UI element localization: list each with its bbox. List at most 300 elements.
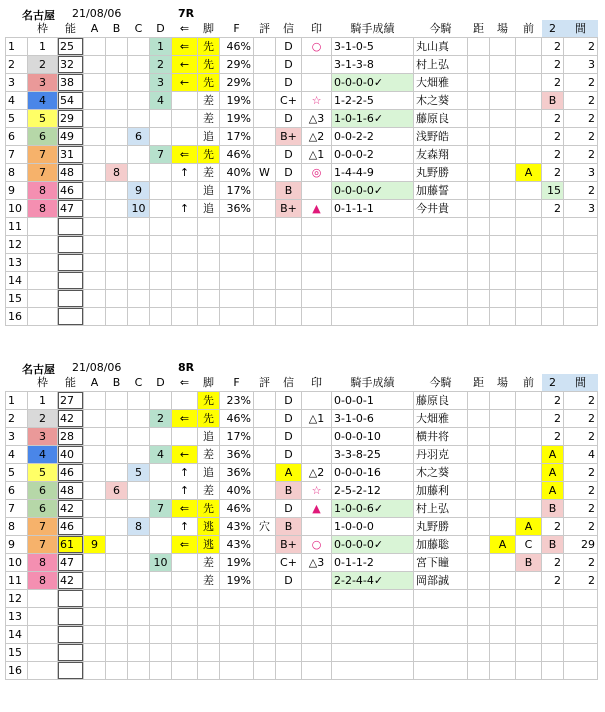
column-header: A [90,376,99,389]
cell-nou: 46 [58,182,84,200]
cell-ba [490,110,516,128]
cell-seiseki [332,590,414,608]
cell-seiseki: 1-2-2-5 [332,92,414,110]
cell-c [128,644,150,662]
cell-seiseki: 0-0-0-16 [332,464,414,482]
cell-ba [490,290,516,308]
cell-kan: 2 [564,182,598,200]
cell-ba [490,164,516,182]
cell-seiseki: 2-2-4-4✓ [332,572,414,590]
cell-arrow: ↑ [172,200,198,218]
cell-hyo [254,644,276,662]
cell-ni [542,254,564,272]
cell-waku [28,218,58,236]
cell-hyo [254,308,276,326]
cell-kyori [468,182,490,200]
cell-waku [28,608,58,626]
cell-kon [414,608,468,626]
cell-f [220,218,254,236]
cell-seiseki: 1-4-4-9 [332,164,414,182]
cell-kan [564,662,598,680]
cell-d [150,290,172,308]
cell-arrow: ⇐ [172,500,198,518]
cell-b [106,218,128,236]
cell-kon [414,590,468,608]
cell-kyaku [198,218,220,236]
cell-a [84,626,106,644]
cell-arrow [172,590,198,608]
cell-kyori [468,110,490,128]
cell-f [220,254,254,272]
cell-f: 36% [220,200,254,218]
cell-kyaku: 差 [198,482,220,500]
cell-ni: A [542,464,564,482]
table-row [6,536,598,554]
cell-ni: 2 [542,56,564,74]
cell-seiseki: 0-1-1-1 [332,200,414,218]
cell-kyori [468,464,490,482]
cell-shin [276,290,302,308]
cell-kyori [468,92,490,110]
cell-a [84,428,106,446]
cell-shin: D [276,38,302,56]
cell-mark [302,608,332,626]
cell-d: 10 [150,554,172,572]
cell-a [84,554,106,572]
cell-shin [276,272,302,290]
cell-mark: △1 [302,146,332,164]
cell-a [84,464,106,482]
cell-nou: 38 [58,74,84,92]
cell-ba [490,92,516,110]
cell-no: 3 [6,74,28,92]
cell-kyaku [198,272,220,290]
table-row-empty [6,662,598,680]
cell-kon: 村上弘 [414,56,468,74]
cell-f [220,644,254,662]
cell-waku: 4 [28,92,58,110]
column-header: 信 [283,376,294,389]
cell-kon [414,662,468,680]
cell-kon: 丸野勝 [414,164,468,182]
cell-kyori [468,482,490,500]
cell-kyaku: 先 [198,146,220,164]
cell-seiseki [332,272,414,290]
cell-seiseki: 1-0-0-6✓ [332,500,414,518]
cell-no: 14 [6,272,28,290]
cell-d: 4 [150,92,172,110]
cell-mark [302,572,332,590]
cell-shin: B [276,182,302,200]
cell-a [84,572,106,590]
cell-hyo [254,626,276,644]
cell-mark [302,428,332,446]
cell-shin: B+ [276,536,302,554]
cell-f: 19% [220,110,254,128]
cell-ni [542,644,564,662]
table-row-empty [6,236,598,254]
cell-arrow: ← [172,74,198,92]
cell-d: 2 [150,56,172,74]
cell-kan [564,254,598,272]
cell-b [106,56,128,74]
column-header: 脚 [203,376,214,389]
cell-nou [58,662,84,680]
cell-c [128,218,150,236]
column-header: 距 [473,22,484,35]
column-header: 2 [542,374,564,392]
cell-hyo [254,92,276,110]
cell-waku: 5 [28,110,58,128]
cell-ba [490,146,516,164]
cell-mark: △2 [302,128,332,146]
cell-kan [564,272,598,290]
cell-mae [516,446,542,464]
column-header: 印 [311,22,322,35]
cell-seiseki: 0-0-0-2 [332,146,414,164]
cell-hyo [254,536,276,554]
cell-a [84,590,106,608]
cell-c [128,626,150,644]
cell-seiseki: 2-5-2-12 [332,482,414,500]
cell-kon: 岡部誠 [414,572,468,590]
cell-hyo [254,554,276,572]
cell-mae [516,572,542,590]
cell-mae [516,200,542,218]
cell-kyaku [198,644,220,662]
cell-f: 40% [220,164,254,182]
cell-ni [542,626,564,644]
cell-arrow: ⇐ [172,38,198,56]
cell-waku: 2 [28,410,58,428]
cell-ni: 2 [542,410,564,428]
table-row-empty [6,308,598,326]
cell-shin [276,218,302,236]
cell-d: 4 [150,446,172,464]
cell-waku [28,590,58,608]
cell-b [106,464,128,482]
cell-mark: ○ [302,536,332,554]
cell-shin: D [276,572,302,590]
cell-seiseki: 3-1-3-8 [332,56,414,74]
cell-kyori [468,536,490,554]
column-header: D [156,22,165,35]
cell-kyaku: 先 [198,74,220,92]
table-row [6,128,598,146]
cell-mark: ○ [302,38,332,56]
cell-a [84,164,106,182]
cell-kyaku: 差 [198,446,220,464]
cell-ni: 2 [542,74,564,92]
cell-nou: 47 [58,200,84,218]
table-row-empty [6,254,598,272]
cell-ni: 2 [542,38,564,56]
cell-a [84,200,106,218]
column-header: 場 [497,22,508,35]
cell-b [106,38,128,56]
cell-seiseki: 0-0-0-0✓ [332,74,414,92]
cell-mark: △3 [302,110,332,128]
column-header: 距 [473,376,484,389]
cell-mae [516,464,542,482]
cell-f: 43% [220,536,254,554]
cell-kan: 2 [564,110,598,128]
cell-kyaku: 追 [198,200,220,218]
cell-kan: 2 [564,38,598,56]
cell-d: 2 [150,410,172,428]
cell-kyaku: 差 [198,110,220,128]
table-row [6,572,598,590]
cell-d: 7 [150,500,172,518]
cell-f: 36% [220,446,254,464]
cell-ba [490,56,516,74]
cell-ni: B [542,92,564,110]
cell-waku [28,662,58,680]
cell-shin [276,308,302,326]
cell-ni: 2 [542,128,564,146]
cell-kyaku: 先 [198,56,220,74]
table-row [6,392,598,410]
cell-nou: 42 [58,410,84,428]
cell-hyo: 穴 [254,518,276,536]
table-row [6,146,598,164]
cell-arrow [172,218,198,236]
cell-no: 10 [6,200,28,218]
cell-d [150,464,172,482]
cell-ba [490,428,516,446]
cell-kan: 2 [564,92,598,110]
cell-arrow: ⇐ [172,410,198,428]
cell-ni: 2 [542,146,564,164]
cell-kyaku: 差 [198,92,220,110]
cell-ba [490,200,516,218]
cell-shin [276,608,302,626]
cell-kyaku [198,590,220,608]
cell-c: 6 [128,128,150,146]
table-row-empty [6,590,598,608]
cell-b [106,146,128,164]
cell-kon: 大畑雅 [414,74,468,92]
column-header: 印 [311,376,322,389]
cell-mark: △1 [302,410,332,428]
cell-mae [516,308,542,326]
cell-seiseki [332,254,414,272]
cell-a [84,182,106,200]
cell-kyori [468,428,490,446]
cell-waku: 8 [28,554,58,572]
cell-nou [58,236,84,254]
cell-mae [516,254,542,272]
cell-a [84,518,106,536]
cell-c [128,446,150,464]
cell-c [128,662,150,680]
cell-d [150,182,172,200]
cell-nou [58,608,84,626]
cell-arrow [172,572,198,590]
cell-nou [58,272,84,290]
cell-hyo [254,572,276,590]
cell-seiseki: 3-1-0-6 [332,410,414,428]
cell-a [84,482,106,500]
column-header: 前 [523,376,534,389]
cell-shin: D [276,110,302,128]
cell-no: 15 [6,290,28,308]
cell-arrow [172,308,198,326]
cell-c [128,482,150,500]
cell-b [106,182,128,200]
cell-ni: B [542,500,564,518]
cell-nou [58,254,84,272]
cell-waku: 1 [28,38,58,56]
cell-ba [490,254,516,272]
cell-no: 3 [6,428,28,446]
cell-nou [58,308,84,326]
cell-nou: 42 [58,572,84,590]
cell-mark: ☆ [302,482,332,500]
cell-c [128,536,150,554]
table-row-empty [6,626,598,644]
cell-mae [516,428,542,446]
cell-c [128,392,150,410]
cell-kyaku: 逃 [198,518,220,536]
cell-seiseki: 0-0-0-0✓ [332,536,414,554]
cell-ba [490,446,516,464]
cell-kon: 丸野勝 [414,518,468,536]
cell-seiseki [332,218,414,236]
cell-kyori [468,254,490,272]
cell-kon: 浅野皓 [414,128,468,146]
cell-kan: 3 [564,164,598,182]
cell-kyori [468,290,490,308]
cell-kyaku: 追 [198,428,220,446]
cell-no: 5 [6,110,28,128]
column-header-row [6,374,598,392]
cell-no: 5 [6,464,28,482]
table-row-empty [6,644,598,662]
cell-mark [302,182,332,200]
cell-c [128,608,150,626]
table-row [6,410,598,428]
cell-d [150,536,172,554]
cell-c: 5 [128,464,150,482]
cell-mae [516,146,542,164]
cell-arrow [172,272,198,290]
cell-waku [28,626,58,644]
cell-nou: 29 [58,110,84,128]
cell-kan: 29 [564,536,598,554]
cell-no: 2 [6,56,28,74]
cell-seiseki [332,644,414,662]
cell-hyo [254,464,276,482]
cell-kan [564,590,598,608]
cell-waku: 7 [28,536,58,554]
cell-f [220,290,254,308]
cell-mark [302,446,332,464]
cell-seiseki [332,290,414,308]
cell-hyo [254,254,276,272]
cell-no: 12 [6,236,28,254]
cell-waku [28,236,58,254]
cell-kyori [468,554,490,572]
cell-kyori [468,392,490,410]
cell-arrow: ↑ [172,164,198,182]
cell-d [150,572,172,590]
cell-hyo [254,236,276,254]
cell-arrow [172,626,198,644]
cell-waku [28,254,58,272]
cell-kan: 2 [564,128,598,146]
table-row [6,182,598,200]
cell-mark [302,290,332,308]
cell-b [106,644,128,662]
cell-arrow [172,428,198,446]
cell-shin: C+ [276,92,302,110]
cell-kyaku [198,236,220,254]
column-header: 能 [65,22,76,35]
cell-kyori [468,518,490,536]
cell-c [128,146,150,164]
cell-b [106,518,128,536]
cell-kon: 加藤誓 [414,182,468,200]
cell-seiseki: 0-0-2-2 [332,128,414,146]
cell-f [220,608,254,626]
cell-b [106,446,128,464]
cell-waku: 2 [28,56,58,74]
cell-b [106,272,128,290]
cell-ni: 2 [542,392,564,410]
cell-ba [490,182,516,200]
cell-b [106,392,128,410]
cell-shin: D [276,428,302,446]
column-header: 間 [564,20,598,38]
cell-waku: 6 [28,500,58,518]
table-row [6,110,598,128]
cell-d [150,254,172,272]
cell-hyo [254,218,276,236]
column-header: A [90,22,99,35]
cell-c [128,110,150,128]
cell-kyaku: 先 [198,500,220,518]
cell-d [150,428,172,446]
cell-kan [564,236,598,254]
cell-seiseki [332,662,414,680]
cell-f: 23% [220,392,254,410]
cell-waku: 6 [28,128,58,146]
table-row [6,428,598,446]
cell-kan: 2 [564,410,598,428]
cell-hyo [254,290,276,308]
cell-no: 2 [6,410,28,428]
cell-ba [490,662,516,680]
cell-ni: A [542,446,564,464]
cell-a [84,446,106,464]
cell-kon: 村上弘 [414,500,468,518]
cell-kon: 丹羽克 [414,446,468,464]
table-row [6,500,598,518]
cell-kan [564,608,598,626]
cell-kyori [468,38,490,56]
cell-c [128,56,150,74]
cell-a [84,236,106,254]
cell-kon [414,644,468,662]
cell-nou [58,626,84,644]
cell-mae [516,56,542,74]
cell-waku: 8 [28,182,58,200]
cell-shin: D [276,392,302,410]
cell-arrow: ← [172,56,198,74]
cell-mae [516,290,542,308]
cell-arrow [172,110,198,128]
